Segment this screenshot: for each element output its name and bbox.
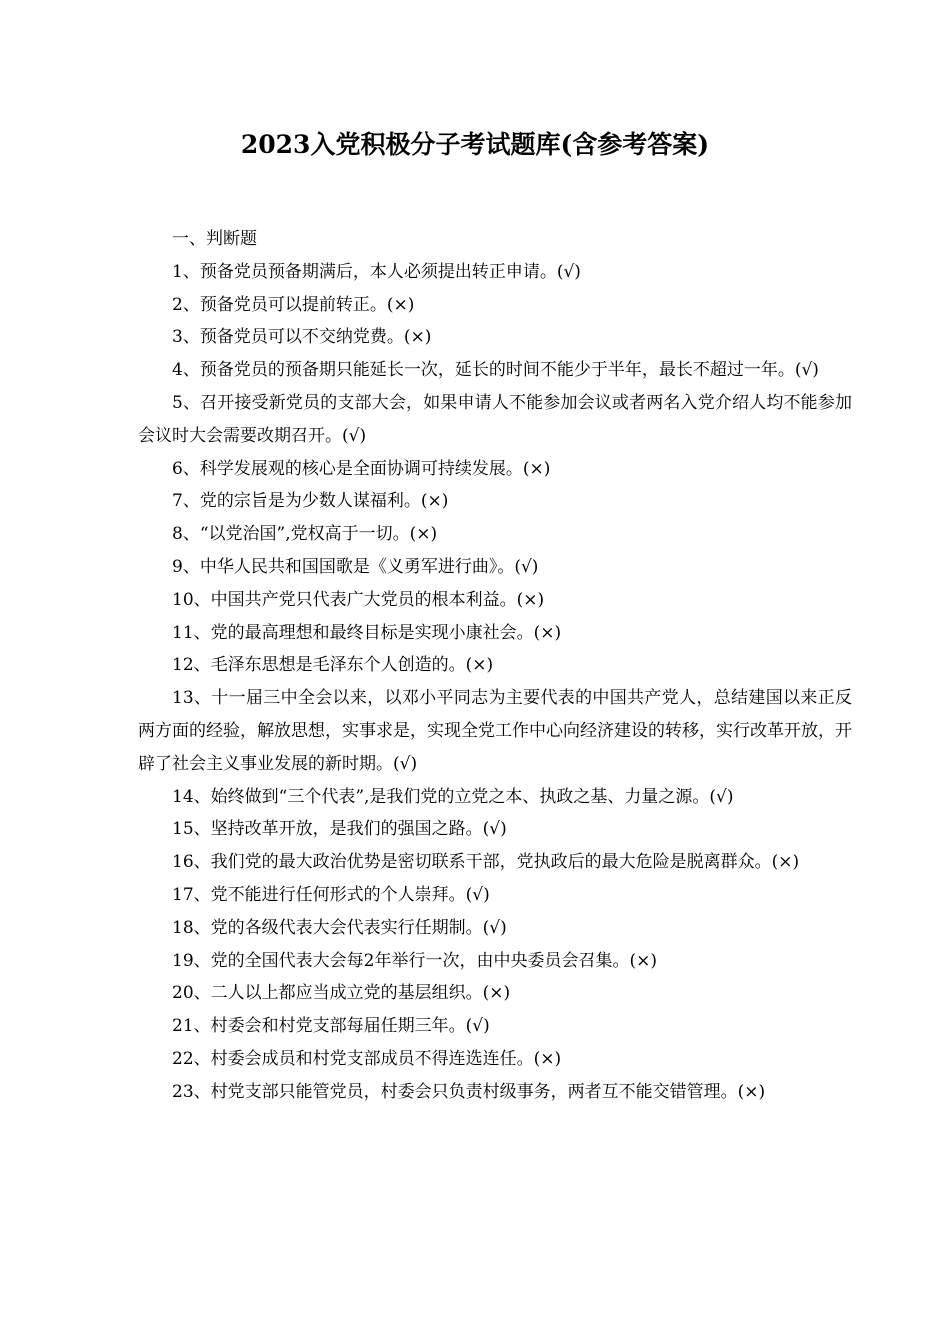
question-item-9: 9、中华人民共和国国歌是《义勇军进行曲》。(√) [172, 556, 539, 577]
question-item-22: 22、村委会成员和村党支部成员不得连选连任。(×) [172, 1048, 562, 1069]
document-title: 2023入党积极分子考试题库(含参考答案) [240, 130, 710, 159]
question-item-7: 7、党的宗旨是为少数人谋福利。(×) [172, 491, 449, 512]
question-item-15: 15、坚持改革开放，是我们的强国之路。(√) [172, 819, 507, 840]
question-item-5: 5、召开接受新党员的支部大会，如果申请人不能参加会议或者两名入党介绍人均不能参加会议时大会需要改期召开。(√) [138, 392, 852, 446]
question-item-4: 4、预备党员的预备期只能延长一次，延长的时间不能少于半年，最长不超过一年。(√) [172, 360, 819, 381]
question-item-14: 14、始终做到“三个代表”,是我们党的立党之本、执政之基、力量之源。(√) [172, 786, 734, 807]
section-heading: 一、判断题 [172, 229, 257, 249]
question-item-13: 13、十一届三中全会以来，以邓小平同志为主要代表的中国共产党人，总结建国以来正反两方面的经验，解放思想，实事求是，实现全党工作中心向经济建设的转移，实行改革开放，开辟了社会主义事业发展的新时期。(√) [138, 688, 852, 774]
question-item-2: 2、预备党员可以提前转正。(×) [172, 294, 415, 315]
question-item-20: 20、二人以上都应当成立党的基层组织。(×) [172, 983, 511, 1004]
question-item-17: 17、党不能进行任何形式的个人崇拜。(√) [172, 884, 490, 905]
question-item-16: 16、我们党的最大政治优势是密切联系干部，党执政后的最大危险是脱离群众。(×) [172, 852, 800, 873]
question-item-21: 21、村委会和村党支部每届任期三年。(√) [172, 1016, 490, 1037]
question-item-12: 12、毛泽东思想是毛泽东个人创造的。(×) [172, 655, 494, 676]
question-item-11: 11、党的最高理想和最终目标是实现小康社会。(×) [172, 622, 562, 643]
document-body [138, 223, 852, 1109]
question-item-3: 3、预备党员可以不交纳党费。(×) [172, 327, 432, 348]
question-item-10: 10、中国共产党只代表广大党员的根本利益。(×) [172, 589, 545, 610]
question-item-6: 6、科学发展观的核心是全面协调可持续发展。(×) [172, 458, 551, 479]
question-item-23: 23、村党支部只能管党员，村委会只负责村级事务，两者互不能交错管理。(×) [172, 1081, 766, 1102]
question-item-1: 1、预备党员预备期满后，本人必须提出转正申请。(√) [172, 261, 581, 282]
question-item-8: 8、“以党治国”,党权高于一切。(×) [172, 524, 438, 545]
question-item-18: 18、党的各级代表大会代表实行任期制。(√) [172, 917, 507, 938]
question-item-19: 19、党的全国代表大会每2年举行一次，由中央委员会召集。(×) [172, 950, 657, 971]
